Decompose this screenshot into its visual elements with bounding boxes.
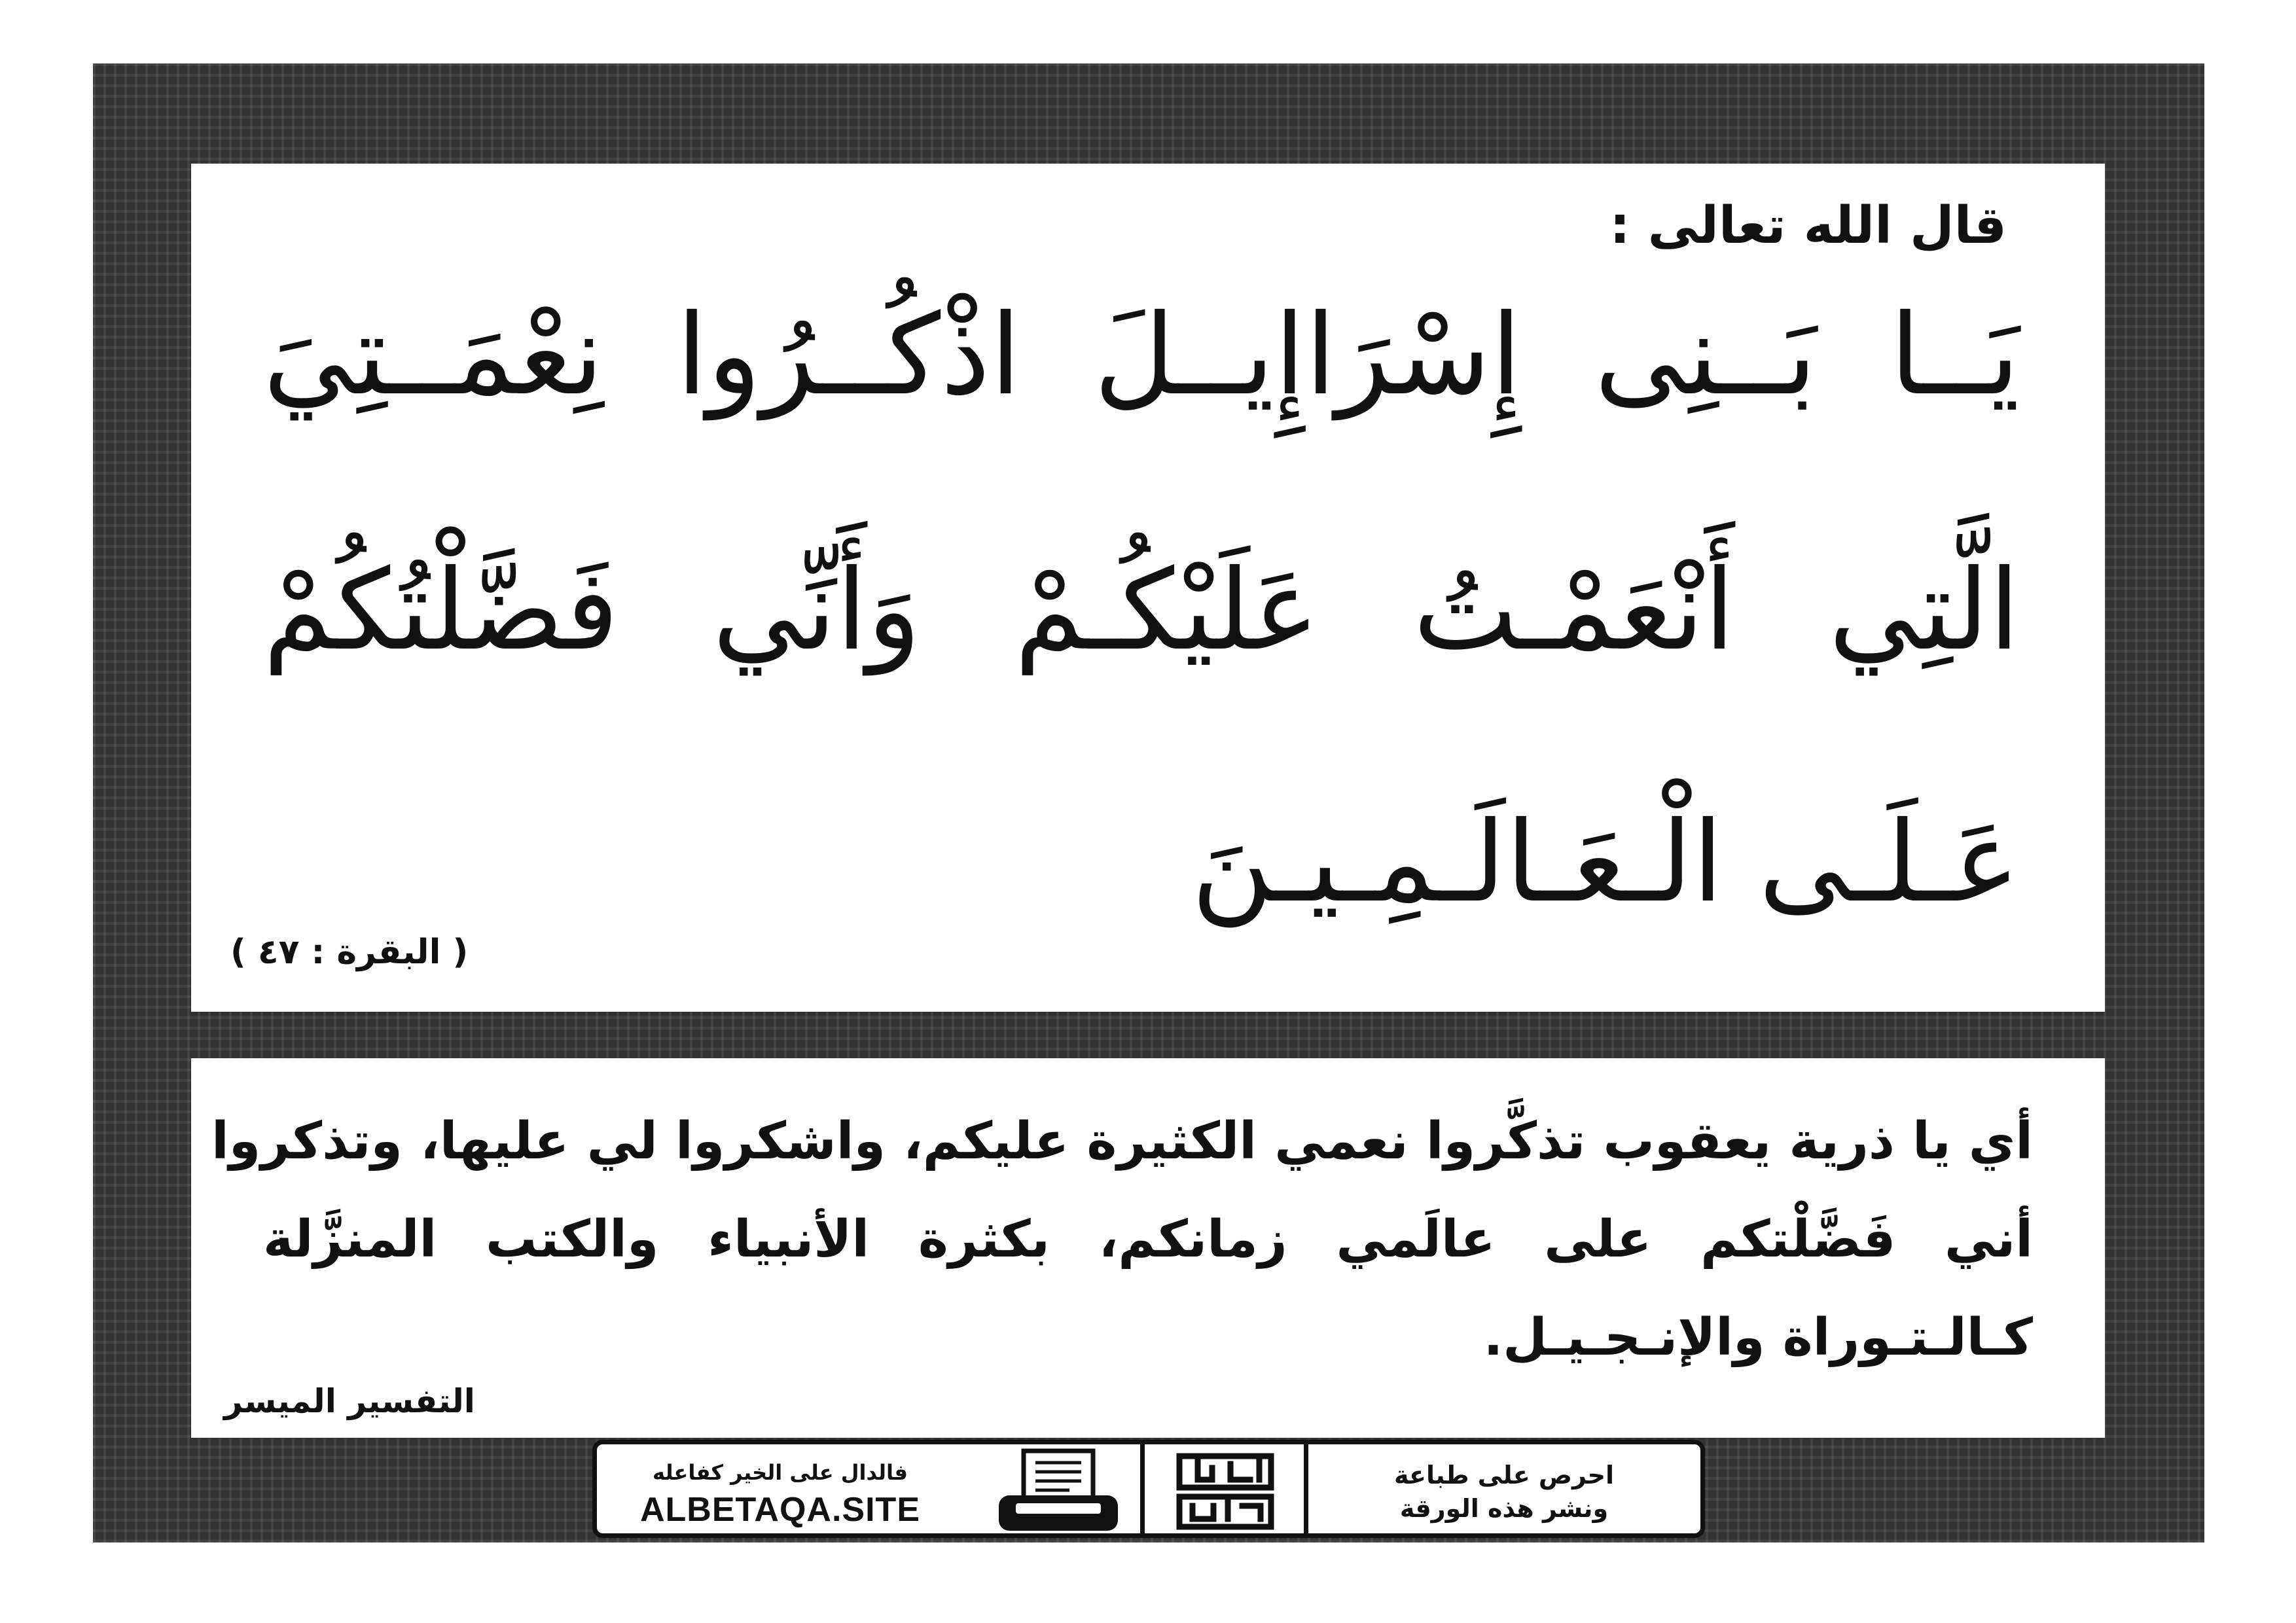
tafsir-line-2: أني فَضَّلْتكم على عالَمي زمانكم، بكثرة الأنبياء والكتب المنزَّلة [263, 1210, 2033, 1269]
verse-panel [191, 164, 2105, 1012]
tafsir-line-1: أي يا ذرية يعقوب تذكَّروا نعمي الكثيرة عليكم، واشكروا لي عليها، وتذكروا [211, 1112, 2033, 1171]
verse-line-3: عَـلَـى الْـعَـالَـمِـيـنَ [1191, 798, 2020, 927]
verse-intro: قال الله تعالى : [1609, 196, 2007, 255]
site-block [610, 1451, 950, 1529]
print-call-line-2: ونشر هذه الورقة [1399, 1494, 1609, 1524]
banner-divider-left [1140, 1444, 1145, 1533]
print-call-block [1334, 1451, 1674, 1529]
tafsir-source: التفسير الميسر [224, 1382, 475, 1420]
site-link[interactable]: ALBETAQA.SITE [639, 1491, 921, 1529]
verse-reference: ( البقرة : ٤٧ ) [230, 933, 469, 972]
verse-line-1: يَــا بَــنِى إِسْرَاإِيــلَ اذْكُــرُوا نِعْمَــتِيَ [263, 291, 2020, 420]
print-call-line-1: احرص على طباعة [1393, 1461, 1615, 1489]
logo-text: دعوة الورقة [1225, 1532, 1229, 1533]
footer-banner [592, 1440, 1705, 1538]
logo-mark [1173, 1448, 1278, 1533]
banner-divider-right [1304, 1444, 1308, 1533]
printer-icon [996, 1448, 1121, 1533]
slogan-text: فالدال على الخير كفاعله [653, 1460, 908, 1485]
tafsir-panel [191, 1058, 2105, 1438]
verse-line-2: الَّتِي أَنْعَمْـتُ عَلَيْكُـمْ وَأَنِّي فَضَّلْتُكُمْ [263, 546, 2020, 675]
tafsir-line-3: كـالـتـوراة والإنـجـيـل. [1483, 1308, 2033, 1367]
